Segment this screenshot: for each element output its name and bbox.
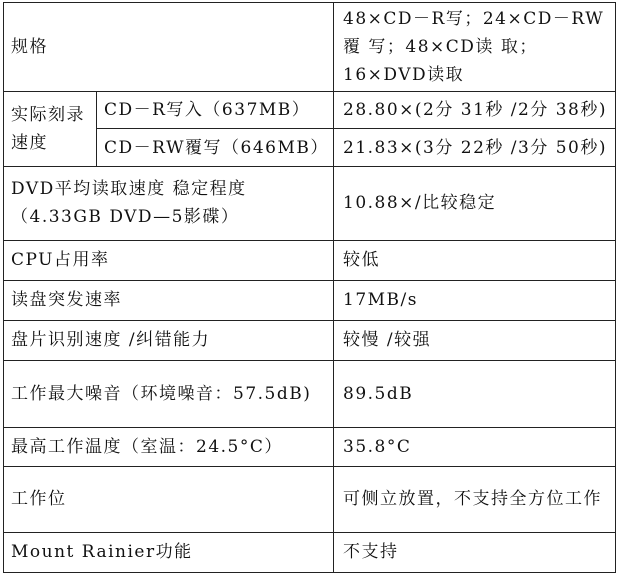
position-value: 可侧立放置，不支持全方位工作 bbox=[334, 466, 616, 532]
cdr-write-label: CD－R写入（637MB） bbox=[97, 92, 334, 129]
table-row bbox=[4, 240, 616, 280]
cdrw-write-label: CD－RW覆写（646MB） bbox=[97, 129, 334, 167]
noise-label: 工作最大噪音（环境噪音：57.5dB) bbox=[4, 360, 334, 427]
position-label: 工作位 bbox=[4, 466, 334, 532]
table-row bbox=[4, 427, 616, 466]
mount-rainier-value: 不支持 bbox=[334, 532, 616, 572]
table-row bbox=[4, 320, 616, 360]
actual-burn-label: 实际刻录速度 bbox=[4, 92, 97, 167]
cdrw-write-value: 21.83×(3分 22秒 /3分 50秒) bbox=[334, 129, 616, 167]
spec-value: 48×CD－R写；24×CD－RW覆 写；48×CD读 取；16×DVD读取 bbox=[334, 3, 616, 92]
cdr-write-value: 28.80×(2分 31秒 /2分 38秒) bbox=[334, 92, 616, 129]
mount-rainier-label: Mount Rainier功能 bbox=[4, 532, 334, 572]
dvd-read-label: DVD平均读取速度 稳定程度（4.33GB DVD—5影碟） bbox=[4, 167, 334, 241]
table-row bbox=[4, 360, 616, 427]
recognition-label: 盘片识别速度 /纠错能力 bbox=[4, 320, 334, 360]
table-row bbox=[4, 92, 616, 129]
cpu-usage-value: 较低 bbox=[334, 240, 616, 280]
temperature-label: 最高工作温度（室温：24.5°C） bbox=[4, 427, 334, 466]
table-row bbox=[4, 532, 616, 572]
recognition-value: 较慢 /较强 bbox=[334, 320, 616, 360]
table-row bbox=[4, 466, 616, 532]
spec-table bbox=[3, 2, 616, 573]
spec-label: 规格 bbox=[4, 3, 334, 92]
noise-value: 89.5dB bbox=[334, 360, 616, 427]
temperature-value: 35.8°C bbox=[334, 427, 616, 466]
burst-rate-value: 17MB/s bbox=[334, 280, 616, 320]
table-row bbox=[4, 280, 616, 320]
dvd-read-value: 10.88×/比较稳定 bbox=[334, 167, 616, 241]
table-row bbox=[4, 3, 616, 92]
table-row bbox=[4, 167, 616, 241]
cpu-usage-label: CPU占用率 bbox=[4, 240, 334, 280]
burst-rate-label: 读盘突发速率 bbox=[4, 280, 334, 320]
